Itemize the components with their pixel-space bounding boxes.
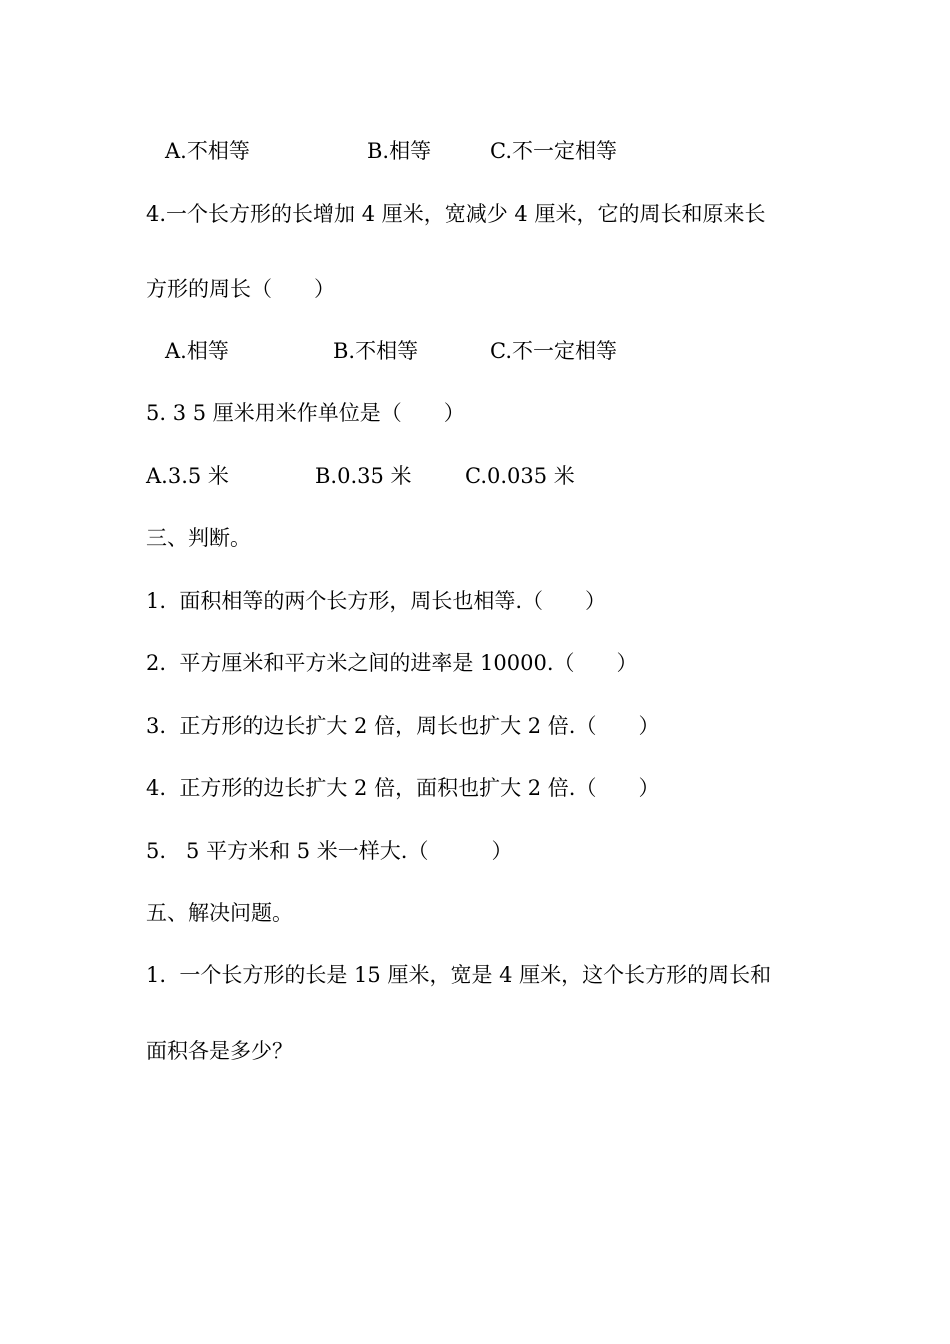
- q4-option-a: A.相等: [165, 339, 229, 363]
- question-4-line-2: 方形的周长（ ）: [146, 277, 335, 301]
- q4-option-c: C.不一定相等: [490, 339, 617, 363]
- q3-option-b: B.相等: [367, 139, 432, 163]
- q4-option-b: B.不相等: [333, 339, 419, 363]
- q3-option-a: A.不相等: [165, 139, 250, 163]
- problem-1-line-2: 面积各是多少？: [146, 1039, 293, 1063]
- q5-option-c: C.0.035 米: [465, 464, 575, 488]
- question-4-line-1: 4.一个长方形的长增加 4 厘米，宽减少 4 厘米，它的周长和原来长: [146, 202, 766, 226]
- section-3-title: 三、判断。: [146, 526, 251, 550]
- judgement-item-4: 4. 正方形的边长扩大 2 倍，面积也扩大 2 倍.（ ）: [146, 776, 660, 800]
- judgement-item-3: 3. 正方形的边长扩大 2 倍，周长也扩大 2 倍.（ ）: [146, 714, 660, 738]
- question-5: 5. 3 5 厘米用米作单位是（ ）: [146, 401, 465, 425]
- judgement-item-1: 1. 面积相等的两个长方形，周长也相等.（ ）: [146, 589, 607, 613]
- problem-1-line-1: 1. 一个长方形的长是 15 厘米，宽是 4 厘米，这个长方形的周长和: [146, 963, 772, 987]
- q5-option-b: B.0.35 米: [315, 464, 412, 488]
- section-5-title: 五、解决问题。: [146, 901, 293, 925]
- judgement-item-2: 2. 平方厘米和平方米之间的进率是 10000.（ ）: [146, 651, 638, 675]
- q5-option-a: A.3.5 米: [146, 464, 229, 488]
- judgement-item-5: 5. 5 平方米和 5 米一样大.（ ）: [146, 839, 513, 863]
- q3-option-c: C.不一定相等: [490, 139, 617, 163]
